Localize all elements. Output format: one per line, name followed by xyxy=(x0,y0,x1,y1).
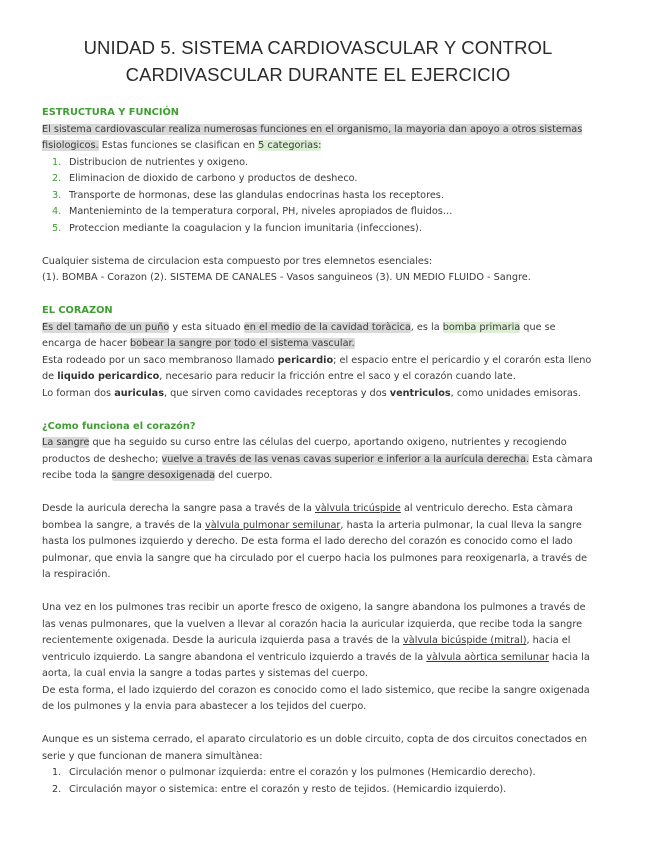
bold-term: liquido pericardico xyxy=(57,371,160,382)
text: al ventriculo derecho. Esta càmara bombea la sangre, a través de la xyxy=(42,503,573,531)
highlight-text: en el medio de la cavidad toràcica xyxy=(243,321,411,333)
text: hacia la aorta, la cual envia la sangre a todas partes y sistemas del cuerpo. xyxy=(42,651,590,679)
underlined-term: vàlvula tricúspide xyxy=(315,503,401,514)
list-number: 2. xyxy=(52,173,62,184)
list-item xyxy=(52,188,594,205)
highlight-text: bobear la sangre por todo el sistema vascular. xyxy=(129,338,355,349)
highlight-text: La sangre xyxy=(42,437,90,448)
text: Esta rodeado por un saco membranoso llamado xyxy=(42,354,278,366)
paragraph-corazon-2 xyxy=(42,353,594,386)
text: Una vez en los pulmones tras recibir un aporte fresco de oxigeno, la sangre abandona los pulmones a través de las venas pulmonares, que la vuelven a llevar al corazón hacia la auricular izquierda, que recibe toda la sangre recientemente oxigenada. Desde la auricula izquierda pasa a través de la xyxy=(42,602,586,646)
list-item-text: Circulación menor o pulmonar izquierda: entre el corazón y los pulmones (Hemicardio derecho). xyxy=(69,767,536,778)
paragraph-funciona-5: Aunque es un sistema cerrado, el aparato circulatorio es un doble circuito, copta de dos circuitos conectados en serie y que funcionan de manera simultànea: xyxy=(42,734,588,762)
list-item xyxy=(52,204,594,221)
text: , es la xyxy=(410,321,443,333)
list-number: 3. xyxy=(52,189,62,201)
text: Esta càmara recibe toda la xyxy=(42,453,593,481)
paragraph-funciona-3 xyxy=(42,600,594,683)
text: que ha seguido su curso entre las células del cuerpo, aportando oxigeno, nutrientes y recogiendo productos de deshecho; xyxy=(42,437,567,465)
text: Desde la auricula derecha la sangre pasa a través de la xyxy=(42,503,315,514)
paragraph-funciona-2 xyxy=(42,501,594,584)
functions-list xyxy=(42,155,594,238)
highlight-text: 5 categorias: xyxy=(258,140,322,151)
underlined-term: vàlvula pulmonar semilunar xyxy=(204,519,341,531)
list-number: 4. xyxy=(52,206,62,217)
highlight-text: bomba primaria xyxy=(442,321,521,333)
highlight-text: sangre desoxigenada xyxy=(111,470,216,481)
list-item-text: Proteccion mediante la coagulacion y la funcion imunitaria (infecciones). xyxy=(69,222,422,234)
highlight-text: El sistema cardiovascular realiza numerosas funciones en el organismo, la mayoria dan apoyo a otros sistemas fisiologicos. xyxy=(42,123,583,151)
list-item xyxy=(52,171,594,188)
text: , hacia el ventriculo izquierdo. La sangre abandona el ventriculo izquierdo a través de la xyxy=(42,635,571,663)
list-item-text: Distribucion de nutrientes y oxigeno. xyxy=(69,156,249,168)
list-item-text: Eliminacion de dioxido de carbono y productos de desheco. xyxy=(69,173,358,184)
text: ; el espacio entre el pericardio y el corarón esta lleno de xyxy=(42,354,592,382)
paragraph-funciona-4: De esta forma, el lado izquierdo del corazon es conocido como el lado sistemico, que recibe la sangre oxigenada de los pulmones y la envia para abastecer a los tejidos del cuerpo. xyxy=(42,684,590,712)
paragraph-elementos: Cualquier sistema de circulacion esta compuesto por tres elemnetos esenciales: xyxy=(42,255,433,267)
list-item xyxy=(52,765,594,782)
section-heading-corazon: EL CORAZON xyxy=(42,305,113,316)
list-item xyxy=(52,155,594,172)
bold-term: ventriculos xyxy=(389,387,451,399)
highlight-text: vuelve a través de las venas cavas superior e inferior a la aurícula derecha. xyxy=(161,453,530,465)
text: Lo forman dos xyxy=(42,387,115,399)
title-line-1: UNIDAD 5. SISTEMA CARDIOVASCULAR Y CONTROL xyxy=(83,37,553,58)
text: , que sirven como cavidades receptoras y dos xyxy=(163,387,390,399)
list-item-text: Transporte de hormonas, dese las glandulas endocrinas hasta los receptores. xyxy=(69,189,444,201)
paragraph-estructura-intro xyxy=(42,122,594,155)
text: , necesario para reducir la fricción entre el saco y el corazón cuando late. xyxy=(159,371,516,382)
paragraph-elementos-list: (1). BOMBA - Corazon (2). SISTEMA DE CANALES - Vasos sanguineos (3). UN MEDIO FLUIDO - Sangre. xyxy=(42,272,531,283)
circulation-list xyxy=(42,765,594,798)
list-item-text: Circulación mayor o sistemica: entre el corazón y resto de tejidos. (Hemicardio izquierdo). xyxy=(69,783,507,795)
text: que se encarga de hacer xyxy=(42,321,556,349)
list-item xyxy=(52,782,594,799)
paragraph-funciona-1 xyxy=(42,435,594,485)
text: del cuerpo. xyxy=(215,470,273,481)
text: , hasta la arteria pulmonar, la cual lleva la sangre hasta los pulmones izquierdo y derecho. De esta forma el lado derecho del corazón es conocido como el lado pulmonar, que envia la sangre que ha circulado por el cuerpo hacia los pulmones para reoxigenarla, a través de la respiración. xyxy=(42,519,588,580)
bold-term: auriculas xyxy=(114,387,164,399)
underlined-term: vàlvula bicúspide (mitral) xyxy=(403,635,527,646)
underlined-term: vàlvula aòrtica semilunar xyxy=(426,651,549,663)
text: , como unidades emisoras. xyxy=(450,387,581,399)
list-number: 1. xyxy=(52,156,62,168)
title-line-2: CARDIVASCULAR DURANTE EL EJERCICIO xyxy=(125,64,511,85)
section-heading-funciona: ¿Como funciona el corazón? xyxy=(42,420,196,432)
list-number: 1. xyxy=(52,767,62,778)
paragraph-corazon-1 xyxy=(42,320,594,353)
text: y esta situado xyxy=(169,321,244,333)
paragraph-corazon-3 xyxy=(42,386,594,403)
list-item xyxy=(52,221,594,238)
bold-term: pericardio xyxy=(277,354,334,366)
list-item-text: Mantenieminto de la temperatura corporal, PH, niveles apropiados de fluidos… xyxy=(69,206,453,217)
list-number: 5. xyxy=(52,222,62,234)
section-heading-estructura: ESTRUCTURA Y FUNCIÓN xyxy=(42,107,180,118)
list-number: 2. xyxy=(52,783,62,795)
text: Estas funciones se clasifican en xyxy=(98,140,259,151)
page-title xyxy=(42,34,594,88)
highlight-text: Es del tamaño de un puño xyxy=(42,321,170,333)
